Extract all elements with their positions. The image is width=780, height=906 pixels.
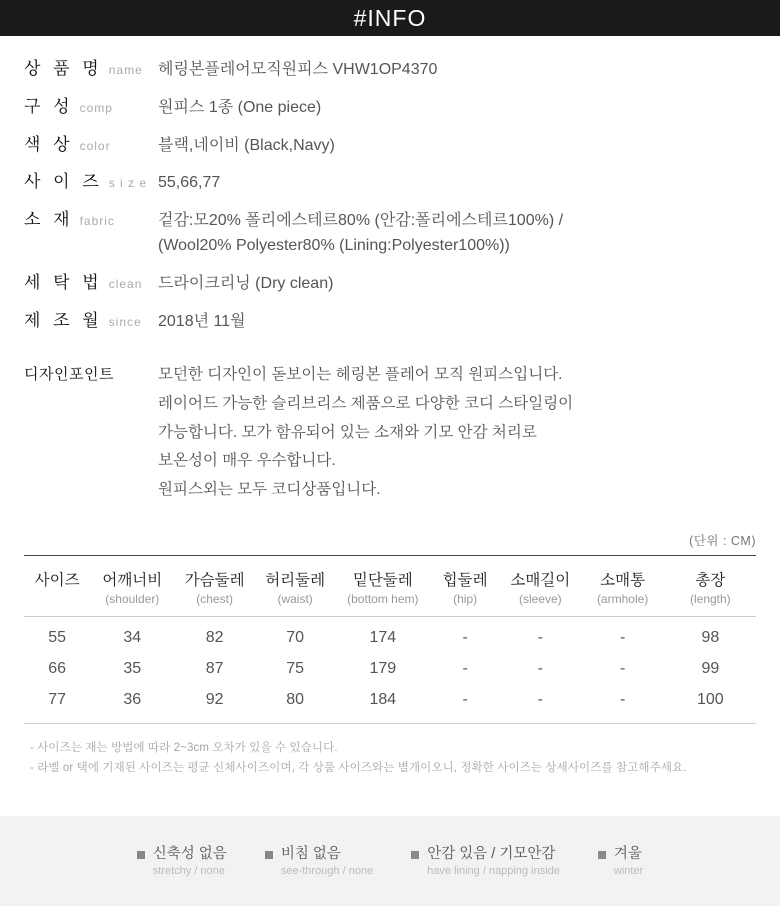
spec-row-clean [24,268,756,297]
spec-label [24,205,158,230]
size-table-header-row-ko [24,555,756,591]
feature-texts [427,845,560,878]
spec-row-size [24,167,756,196]
table-row [24,684,756,723]
spec-label-ko: 세 탁 법 [24,272,103,292]
spec-label-ko: 사 이 즈 [24,172,103,192]
cell-armhole: - [619,659,626,677]
spec-label-ko: 제 조 월 [24,310,103,330]
feature-season [598,845,643,878]
col-header-shoulder: 어깨너비 [90,555,174,591]
cell-sleeve: - [537,628,543,646]
spec-row-color [24,130,756,159]
cell-armhole: - [619,690,626,708]
size-table-header-row-en [24,591,756,617]
spec-label-ko: 색 상 [24,134,74,154]
note-line: - 라벨 or 택에 기재된 사이즈는 평균 신체사이즈이며, 각 상품 사이즈와는 별개이오니, 정확한 사이즈는 상세사이즈를 참고해주세요. [30,762,687,775]
spec-value-line: 원피스 1종 (One piece) [158,98,322,116]
spec-label-en: since [108,314,142,329]
col-header-armhole: 소매통 [581,555,665,591]
feature-lining [411,845,560,878]
design-point-line: 레이어드 가능한 슬리브리스 제품으로 다양한 코디 스타일링이 [158,395,574,413]
cell-bottom-hem: 179 [369,659,397,677]
size-table-body [24,616,756,723]
spec-row-fabric [24,205,756,259]
square-bullet-icon [598,851,606,859]
spec-label-en: clean [108,276,143,291]
col-header-size: 사이즈 [24,555,90,591]
table-row [24,653,756,684]
square-bullet-icon [411,851,419,859]
design-point-line: 가능합니다. 모가 함유되어 있는 소재와 기모 안감 처리로 [158,423,537,441]
spec-label-en: s i z e [108,176,148,191]
cell-hip: - [462,690,468,708]
feature-label-en: have lining / napping inside [427,865,560,878]
feature-texts [281,845,373,878]
cell-length: 98 [701,628,720,646]
size-notes [0,724,780,779]
spec-value [158,58,437,83]
col-header-length: 총장 [665,555,756,591]
spec-value [158,96,321,121]
spec-value-line: 블랙,네이비 (Black,Navy) [158,136,335,154]
spec-label [24,268,158,293]
square-bullet-icon [137,851,145,859]
spec-value-line: 겉감:모20% 폴리에스테르80% (안감:폴리에스테르100%) / [158,212,564,230]
spec-value [158,310,246,335]
spec-value [158,272,333,297]
design-point-line: 원피스외는 모두 코디상품입니다. [158,481,381,499]
cell-shoulder: 35 [123,659,142,677]
unit-note: (단위 : CM) [689,533,756,548]
spec-row-since [24,306,756,335]
cell-size: 77 [48,690,67,708]
design-point-label: 디자인포인트 [24,366,114,384]
cell-shoulder: 36 [123,690,142,708]
col-subheader-bottom-hem: (bottom hem) [335,591,430,617]
cell-waist: 70 [286,628,305,646]
square-bullet-icon [265,851,273,859]
cell-chest: 92 [205,690,224,708]
feature-label-en: winter [613,865,644,878]
spec-label [24,92,158,117]
design-point-text [158,361,573,504]
feature-label-ko: 비침 없음 [280,845,341,862]
col-subheader-sleeve: (sleeve) [500,591,581,617]
feature-bar [0,816,780,906]
spec-value [158,209,563,259]
spec-value-line-2: (Wool20% Polyester80% (Lining:Polyester100%)) [158,236,510,254]
spec-label-ko: 구 성 [24,96,74,116]
note-line: - 사이즈는 재는 방법에 따라 2~3cm 오차가 있을 수 있습니다. [30,741,338,754]
col-subheader-length: (length) [665,591,756,617]
spec-label-en: fabric [79,214,115,229]
col-subheader-chest: (chest) [174,591,255,617]
col-subheader-waist: (waist) [255,591,336,617]
cell-sleeve: - [537,659,543,677]
cell-armhole: - [619,628,626,646]
size-table-block [0,505,780,724]
cell-length: 99 [701,659,720,677]
design-point-line: 보온성이 매우 우수합니다. [158,452,336,470]
spec-value [158,171,220,196]
col-header-chest: 가슴둘레 [174,555,255,591]
col-header-hip: 힙둘레 [430,555,500,591]
spec-row-name [24,54,756,83]
feature-label-ko: 겨울 [613,845,642,862]
cell-size: 66 [48,659,67,677]
spec-value-line: 헤링본플레어모직원피스 VHW1OP4370 [158,61,438,78]
col-header-bottom-hem: 밑단둘레 [335,555,430,591]
cell-hip: - [462,659,468,677]
feature-label-ko: 신축성 없음 [152,845,227,862]
size-table [24,555,756,723]
cell-waist: 75 [286,659,305,677]
feature-label-en: see-through / none [280,865,374,878]
cell-waist: 80 [286,690,305,708]
cell-sleeve: - [537,690,543,708]
spec-label-ko: 소 재 [24,210,74,230]
feature-label-en: stretchy / none [152,865,225,878]
page-title: #INFO [353,4,427,31]
feature-texts [614,845,643,878]
cell-size: 55 [48,628,67,646]
cell-bottom-hem: 174 [369,628,397,646]
cell-chest: 87 [205,659,224,677]
feature-label-ko: 안감 있음 / 기모안감 [427,845,556,862]
page-header [0,0,780,36]
feature-stretch [137,845,227,878]
col-subheader-hip: (hip) [430,591,500,617]
spec-label-ko: 상 품 명 [24,59,103,78]
feature-see-through [265,845,373,878]
design-point-block [0,343,780,504]
feature-texts [153,845,227,878]
col-subheader-shoulder: (shoulder) [90,591,174,617]
spec-label-en: color [79,138,111,153]
col-subheader-size [24,591,90,617]
design-point-line: 모던한 디자인이 돋보이는 헤링본 플레어 모직 원피스입니다. [158,366,563,384]
cell-hip: - [462,628,468,646]
spec-label [24,130,158,155]
spec-row-comp [24,92,756,121]
spec-label [24,54,158,79]
col-header-sleeve: 소매길이 [500,555,581,591]
col-subheader-armhole: (armhole) [581,591,665,617]
spec-value [158,134,335,159]
spec-list [0,36,780,334]
cell-shoulder: 34 [123,628,142,646]
cell-bottom-hem: 184 [369,690,397,708]
spec-label-en: name [108,63,143,77]
table-row [24,616,756,653]
spec-label [24,167,158,192]
cell-length: 100 [696,690,724,708]
spec-label-en: comp [79,100,113,115]
col-header-waist: 허리둘레 [255,555,336,591]
spec-label [24,306,158,331]
spec-value-line: 2018년 11월 [158,312,246,330]
spec-value-line: 55,66,77 [158,174,221,192]
cell-chest: 82 [205,628,224,646]
spec-value-line: 드라이크리닝 (Dry clean) [158,274,334,292]
size-table-head [24,555,756,616]
